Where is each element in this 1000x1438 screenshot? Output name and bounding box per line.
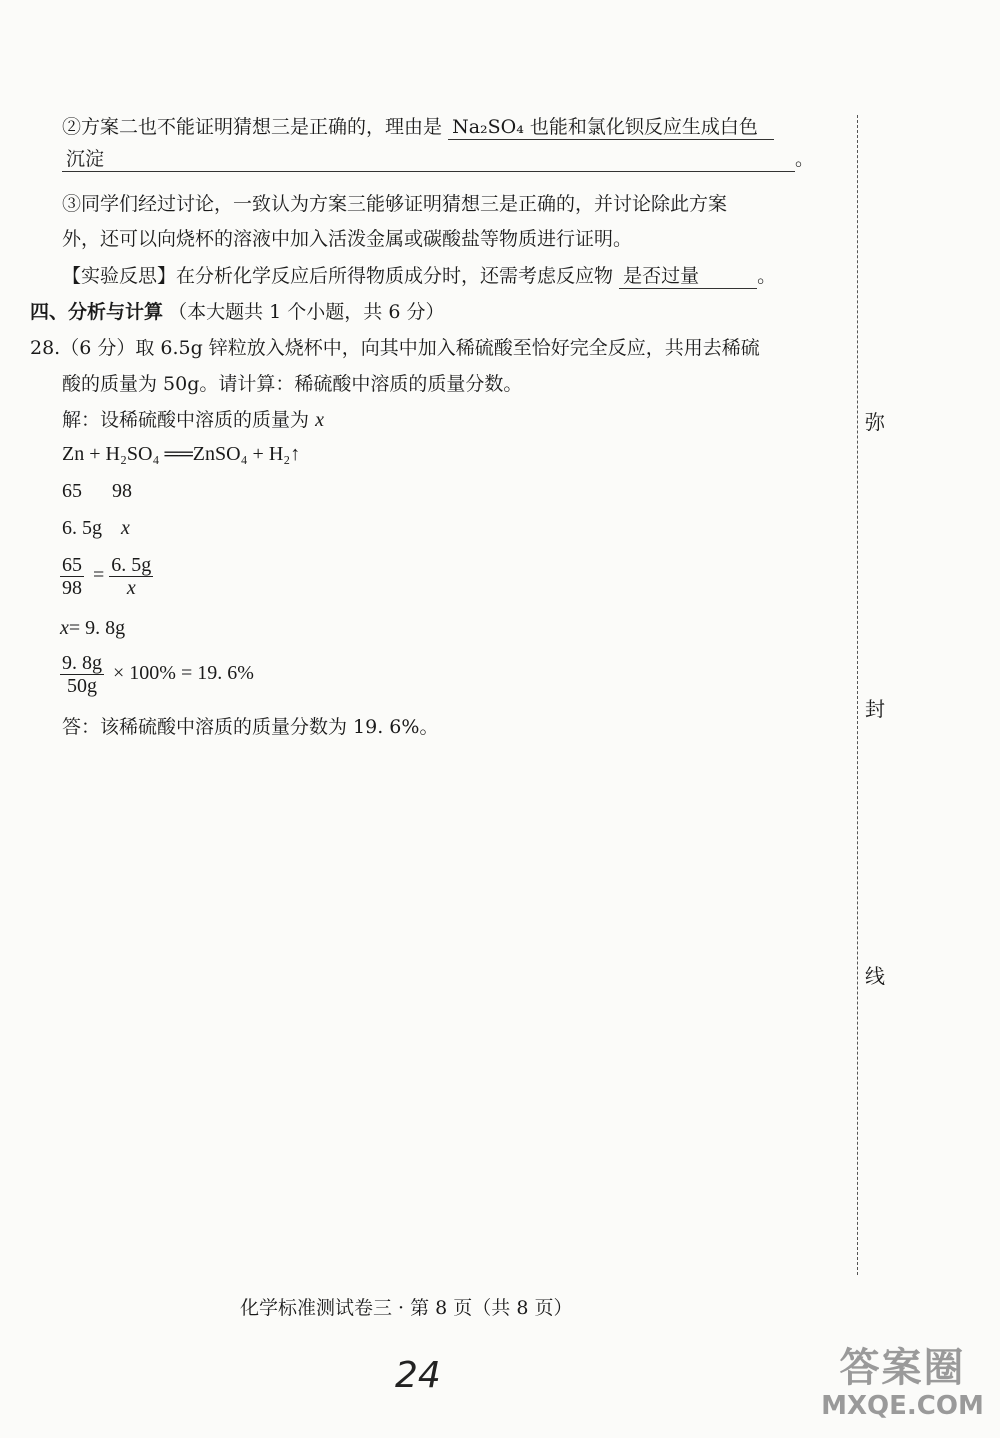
answer-reason-text: Na₂SO₄ 也能和氯化钡反应生成白色	[452, 116, 758, 138]
answer-blank-reason	[448, 115, 774, 140]
seal-label-feng: 封	[865, 697, 885, 721]
percent-calculation	[60, 652, 254, 697]
percent-expression: × 100% = 19. 6%	[113, 662, 254, 685]
line-reflection	[62, 264, 776, 289]
line-reason-continued	[62, 147, 814, 172]
question-28-line2: 酸的质量为 50g。请计算：稀硫酸中溶质的质量分数。	[62, 373, 523, 395]
fraction-mass	[109, 554, 153, 599]
given-zinc-mass: 6. 5g	[62, 517, 102, 539]
scheme-two-text: ②方案二也不能证明猜想三是正确的，理由是	[62, 116, 443, 138]
fraction-numerator: 6. 5g	[111, 554, 152, 576]
seal-label-xian: 线	[865, 964, 885, 988]
handwritten-page-number: 24	[395, 1355, 441, 1396]
fraction-denominator: x	[126, 577, 136, 599]
answer-blank-reflection	[619, 264, 757, 289]
result-x	[60, 617, 125, 640]
section-note: （本大题共 1 个小题，共 6 分）	[168, 301, 445, 323]
seal-dashed-line	[857, 115, 858, 1275]
question-28-line1: 28.（6 分）取 6.5g 锌粒放入烧杯中，向其中加入稀硫酸至恰好完全反应，共用去稀硫	[30, 337, 760, 359]
section-four-heading	[30, 297, 444, 324]
watermark-logo	[810, 1345, 995, 1421]
seal-label-mi: 弥	[865, 410, 885, 434]
answer-reason-continued-text: 沉淀	[66, 148, 105, 170]
line-scheme-two	[62, 115, 774, 140]
result-value: = 9. 8g	[68, 617, 126, 639]
fraction-numerator: 65	[62, 554, 82, 576]
equals-sign: =	[93, 564, 105, 587]
result-variable: x	[60, 617, 69, 639]
period: 。	[757, 265, 777, 287]
line-scheme-three-continued: 外，还可以向烧杯的溶液中加入活泼金属或碳酸盐等物质进行证明。	[62, 228, 633, 250]
solution-set	[62, 408, 324, 432]
fraction-denominator: 98	[62, 577, 82, 599]
fraction-molar	[60, 554, 84, 599]
variable-x: x	[315, 409, 324, 431]
proportion-equation	[60, 554, 157, 599]
final-answer: 答：该稀硫酸中溶质的质量分数为 19. 6%。	[62, 716, 439, 738]
solution-set-text: 解：设稀硫酸中溶质的质量为	[62, 409, 310, 431]
given-mass-row	[62, 517, 130, 540]
page-footer: 化学标准测试卷三 · 第 8 页（共 8 页）	[240, 1297, 573, 1319]
section-title: 四、分析与计算	[30, 301, 164, 323]
reflection-text: 【实验反思】在分析化学反应后所得物质成分时，还需考虑反应物	[62, 265, 614, 287]
answer-reflection-text: 是否过量	[623, 265, 700, 287]
molar-mass-row: 65 98	[62, 480, 132, 502]
fraction-denominator: 50g	[67, 675, 97, 697]
fraction-percent	[60, 652, 104, 697]
chemical-equation: Zn + H₂SO₄ ══ZnSO₄ + H₂↑	[62, 443, 301, 465]
period: 。	[795, 148, 815, 170]
watermark-title: 答案圈	[839, 1345, 966, 1391]
fraction-numerator: 9. 8g	[62, 652, 102, 674]
line-scheme-three: ③同学们经过讨论，一致认为方案三能够证明猜想三是正确的，并讨论除此方案	[62, 193, 728, 215]
watermark-url: MXQE.COM	[821, 1391, 984, 1421]
answer-blank-reason-continued	[62, 147, 795, 172]
unknown-mass: x	[121, 517, 130, 539]
